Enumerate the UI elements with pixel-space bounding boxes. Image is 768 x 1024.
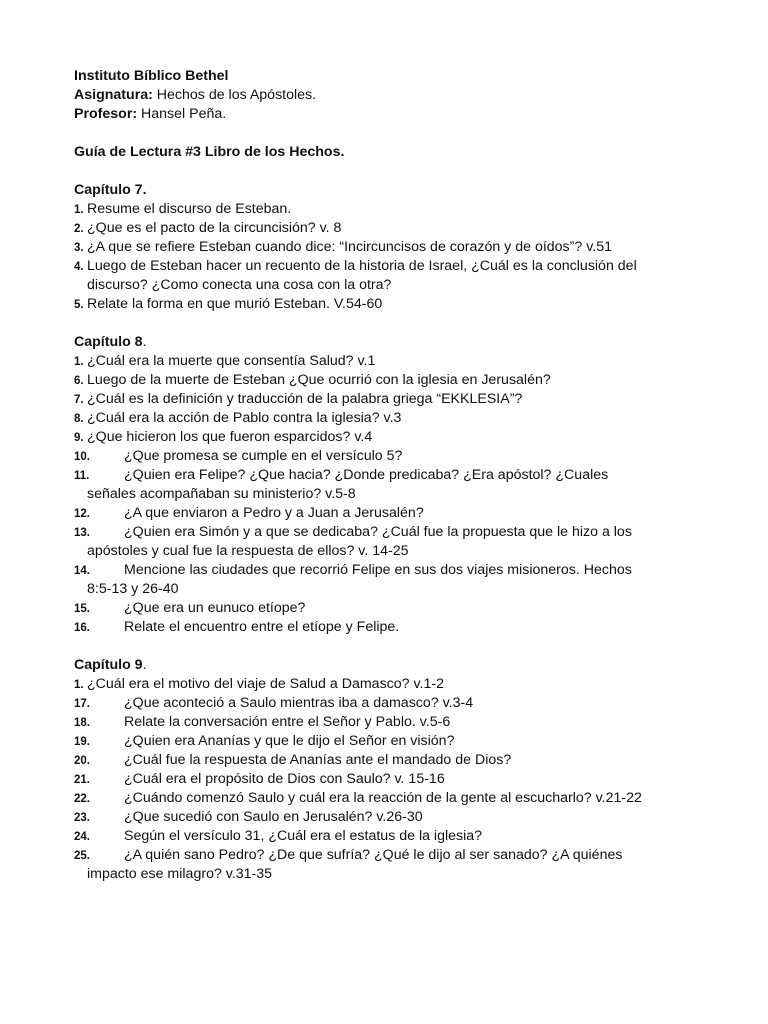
question-number: 4. <box>74 261 84 273</box>
question-item <box>74 770 714 789</box>
question-item <box>74 200 714 219</box>
question-text: ¿Cuál fue la respuesta de Ananías ante el mandado de Dios? <box>124 752 512 768</box>
question-number: 14. <box>74 565 90 577</box>
document-page <box>74 67 714 884</box>
question-item <box>74 466 714 485</box>
question-number: 9. <box>74 432 84 444</box>
question-item <box>74 694 714 713</box>
question-continuation: 8:5-13 y 26-40 <box>87 581 179 597</box>
question-item <box>74 846 714 865</box>
chapter-9-title-suffix: . <box>142 657 147 673</box>
question-continuation: apóstoles y cual fue la respuesta de ellos? v. 14-25 <box>87 543 409 559</box>
question-number: 25. <box>74 850 90 862</box>
question-text: ¿A quién sano Pedro? ¿De que sufría? ¿Qué le dijo al ser sanado? ¿A quiénes <box>124 847 623 863</box>
guide-title: Guía de Lectura #3 Libro de los Hechos. <box>74 144 345 160</box>
chapter-8-questions <box>74 352 714 637</box>
question-text: ¿Que aconteció a Saulo mientras iba a damasco? v.3-4 <box>124 695 474 711</box>
question-item <box>74 238 714 257</box>
question-item <box>74 390 714 409</box>
question-item <box>74 371 714 390</box>
question-item <box>74 827 714 846</box>
question-item <box>74 409 714 428</box>
professor-line <box>74 105 714 124</box>
question-number: 19. <box>74 736 90 748</box>
question-item <box>74 257 714 276</box>
question-continuation: discurso? ¿Como conecta una cosa con la otra? <box>87 277 392 293</box>
chapter-9-questions <box>74 675 714 884</box>
question-item <box>74 675 714 694</box>
spacer <box>74 637 714 656</box>
professor-label: Profesor: <box>74 106 138 122</box>
subject-line <box>74 86 714 105</box>
question-number: 11. <box>74 470 90 482</box>
question-text: ¿Que era un eunuco etíope? <box>124 600 306 616</box>
chapter-9-title: Capítulo 9 <box>74 657 143 673</box>
question-text: ¿A que se refiere Esteban cuando dice: “Incircuncisos de corazón y de oídos”? v.51 <box>87 239 612 255</box>
question-item <box>74 523 714 542</box>
spacer <box>74 162 714 181</box>
question-item <box>74 599 714 618</box>
question-number: 23. <box>74 812 90 824</box>
question-text: Resume el discurso de Esteban. <box>87 201 292 217</box>
question-number: 6. <box>74 375 84 387</box>
chapter-8-title-line <box>74 333 714 352</box>
institute-name: Instituto Bíblico Bethel <box>74 68 229 84</box>
question-item <box>74 808 714 827</box>
question-text: ¿Cuál era el motivo del viaje de Salud a Damasco? v.1-2 <box>87 676 444 692</box>
question-continuation: impacto ese milagro? v.31-35 <box>87 866 273 882</box>
professor-value: Hansel Peña. <box>137 106 227 122</box>
question-text: Relate la forma en que murió Esteban. V.54-60 <box>87 296 383 312</box>
question-text: ¿Que promesa se cumple en el versículo 5? <box>124 448 403 464</box>
chapter-8-title: Capítulo 8 <box>74 334 143 350</box>
question-number: 20. <box>74 755 90 767</box>
spacer <box>74 124 714 143</box>
question-item <box>74 713 714 732</box>
question-number: 13. <box>74 527 90 539</box>
question-number: 17. <box>74 698 90 710</box>
question-number: 15. <box>74 603 90 615</box>
question-item <box>74 504 714 523</box>
question-number: 10. <box>74 451 90 463</box>
question-number: 1. <box>74 356 84 368</box>
question-number: 7. <box>74 394 84 406</box>
question-continuation: señales acompañaban su ministerio? v.5-8 <box>87 486 356 502</box>
question-number: 1. <box>74 204 84 216</box>
question-number: 12. <box>74 508 90 520</box>
question-item <box>74 447 714 466</box>
question-text: ¿Que es el pacto de la circuncisión? v. 8 <box>87 220 342 236</box>
question-item <box>74 751 714 770</box>
question-number: 1. <box>74 679 84 691</box>
chapter-8-title-suffix: . <box>142 334 147 350</box>
question-number: 3. <box>74 242 84 254</box>
question-item <box>74 428 714 447</box>
question-text: Relate la conversación entre el Señor y Pablo. v.5-6 <box>124 714 451 730</box>
question-text: Relate el encuentro entre el etíope y Felipe. <box>124 619 400 635</box>
question-text: ¿Quien era Ananías y que le dijo el Señor en visión? <box>124 733 455 749</box>
chapter-7-questions <box>74 200 714 314</box>
question-number: 22. <box>74 793 90 805</box>
question-item <box>74 618 714 637</box>
question-text: Mencione las ciudades que recorrió Felipe en sus dos viajes misioneros. Hechos <box>124 562 632 578</box>
question-text: ¿Cuál era la muerte que consentía Salud? v.1 <box>87 353 376 369</box>
question-text: ¿A que enviaron a Pedro y a Juan a Jerusalén? <box>124 505 424 521</box>
question-item <box>74 352 714 371</box>
question-text: ¿Quien era Simón y a que se dedicaba? ¿Cuál fue la propuesta que le hizo a los <box>124 524 632 540</box>
question-number: 24. <box>74 831 90 843</box>
question-text: Luego de la muerte de Esteban ¿Que ocurrió con la iglesia en Jerusalén? <box>87 372 551 388</box>
chapter-7-title: Capítulo 7. <box>74 182 147 198</box>
question-text: Luego de Esteban hacer un recuento de la historia de Israel, ¿Cuál es la conclusión del <box>87 258 637 274</box>
question-text: ¿Cuál era la acción de Pablo contra la iglesia? v.3 <box>87 410 402 426</box>
question-text: ¿Cuál es la definición y traducción de la palabra griega “EKKLESIA”? <box>87 391 523 407</box>
question-number: 5. <box>74 299 84 311</box>
question-number: 8. <box>74 413 84 425</box>
question-text: Según el versículo 31, ¿Cuál era el estatus de la iglesia? <box>124 828 483 844</box>
question-text: ¿Cuál era el propósito de Dios con Saulo? v. 15-16 <box>124 771 445 787</box>
question-text: ¿Cuándo comenzó Saulo y cuál era la reacción de la gente al escucharlo? v.21-22 <box>124 790 642 806</box>
question-item <box>74 295 714 314</box>
question-item <box>74 732 714 751</box>
question-text: ¿Que hicieron los que fueron esparcidos? v.4 <box>87 429 373 445</box>
question-number: 21. <box>74 774 90 786</box>
question-item <box>74 789 714 808</box>
question-number: 2. <box>74 223 84 235</box>
question-number: 16. <box>74 622 90 634</box>
question-text: ¿Que sucedió con Saulo en Jerusalén? v.26-30 <box>124 809 423 825</box>
question-text: ¿Quien era Felipe? ¿Que hacia? ¿Donde predicaba? ¿Era apóstol? ¿Cuales <box>124 467 609 483</box>
question-item <box>74 219 714 238</box>
question-item <box>74 561 714 580</box>
subject-label: Asignatura: <box>74 87 153 103</box>
chapter-9-title-line <box>74 656 714 675</box>
question-number: 18. <box>74 717 90 729</box>
subject-value: Hechos de los Apóstoles. <box>152 87 317 103</box>
spacer <box>74 314 714 333</box>
